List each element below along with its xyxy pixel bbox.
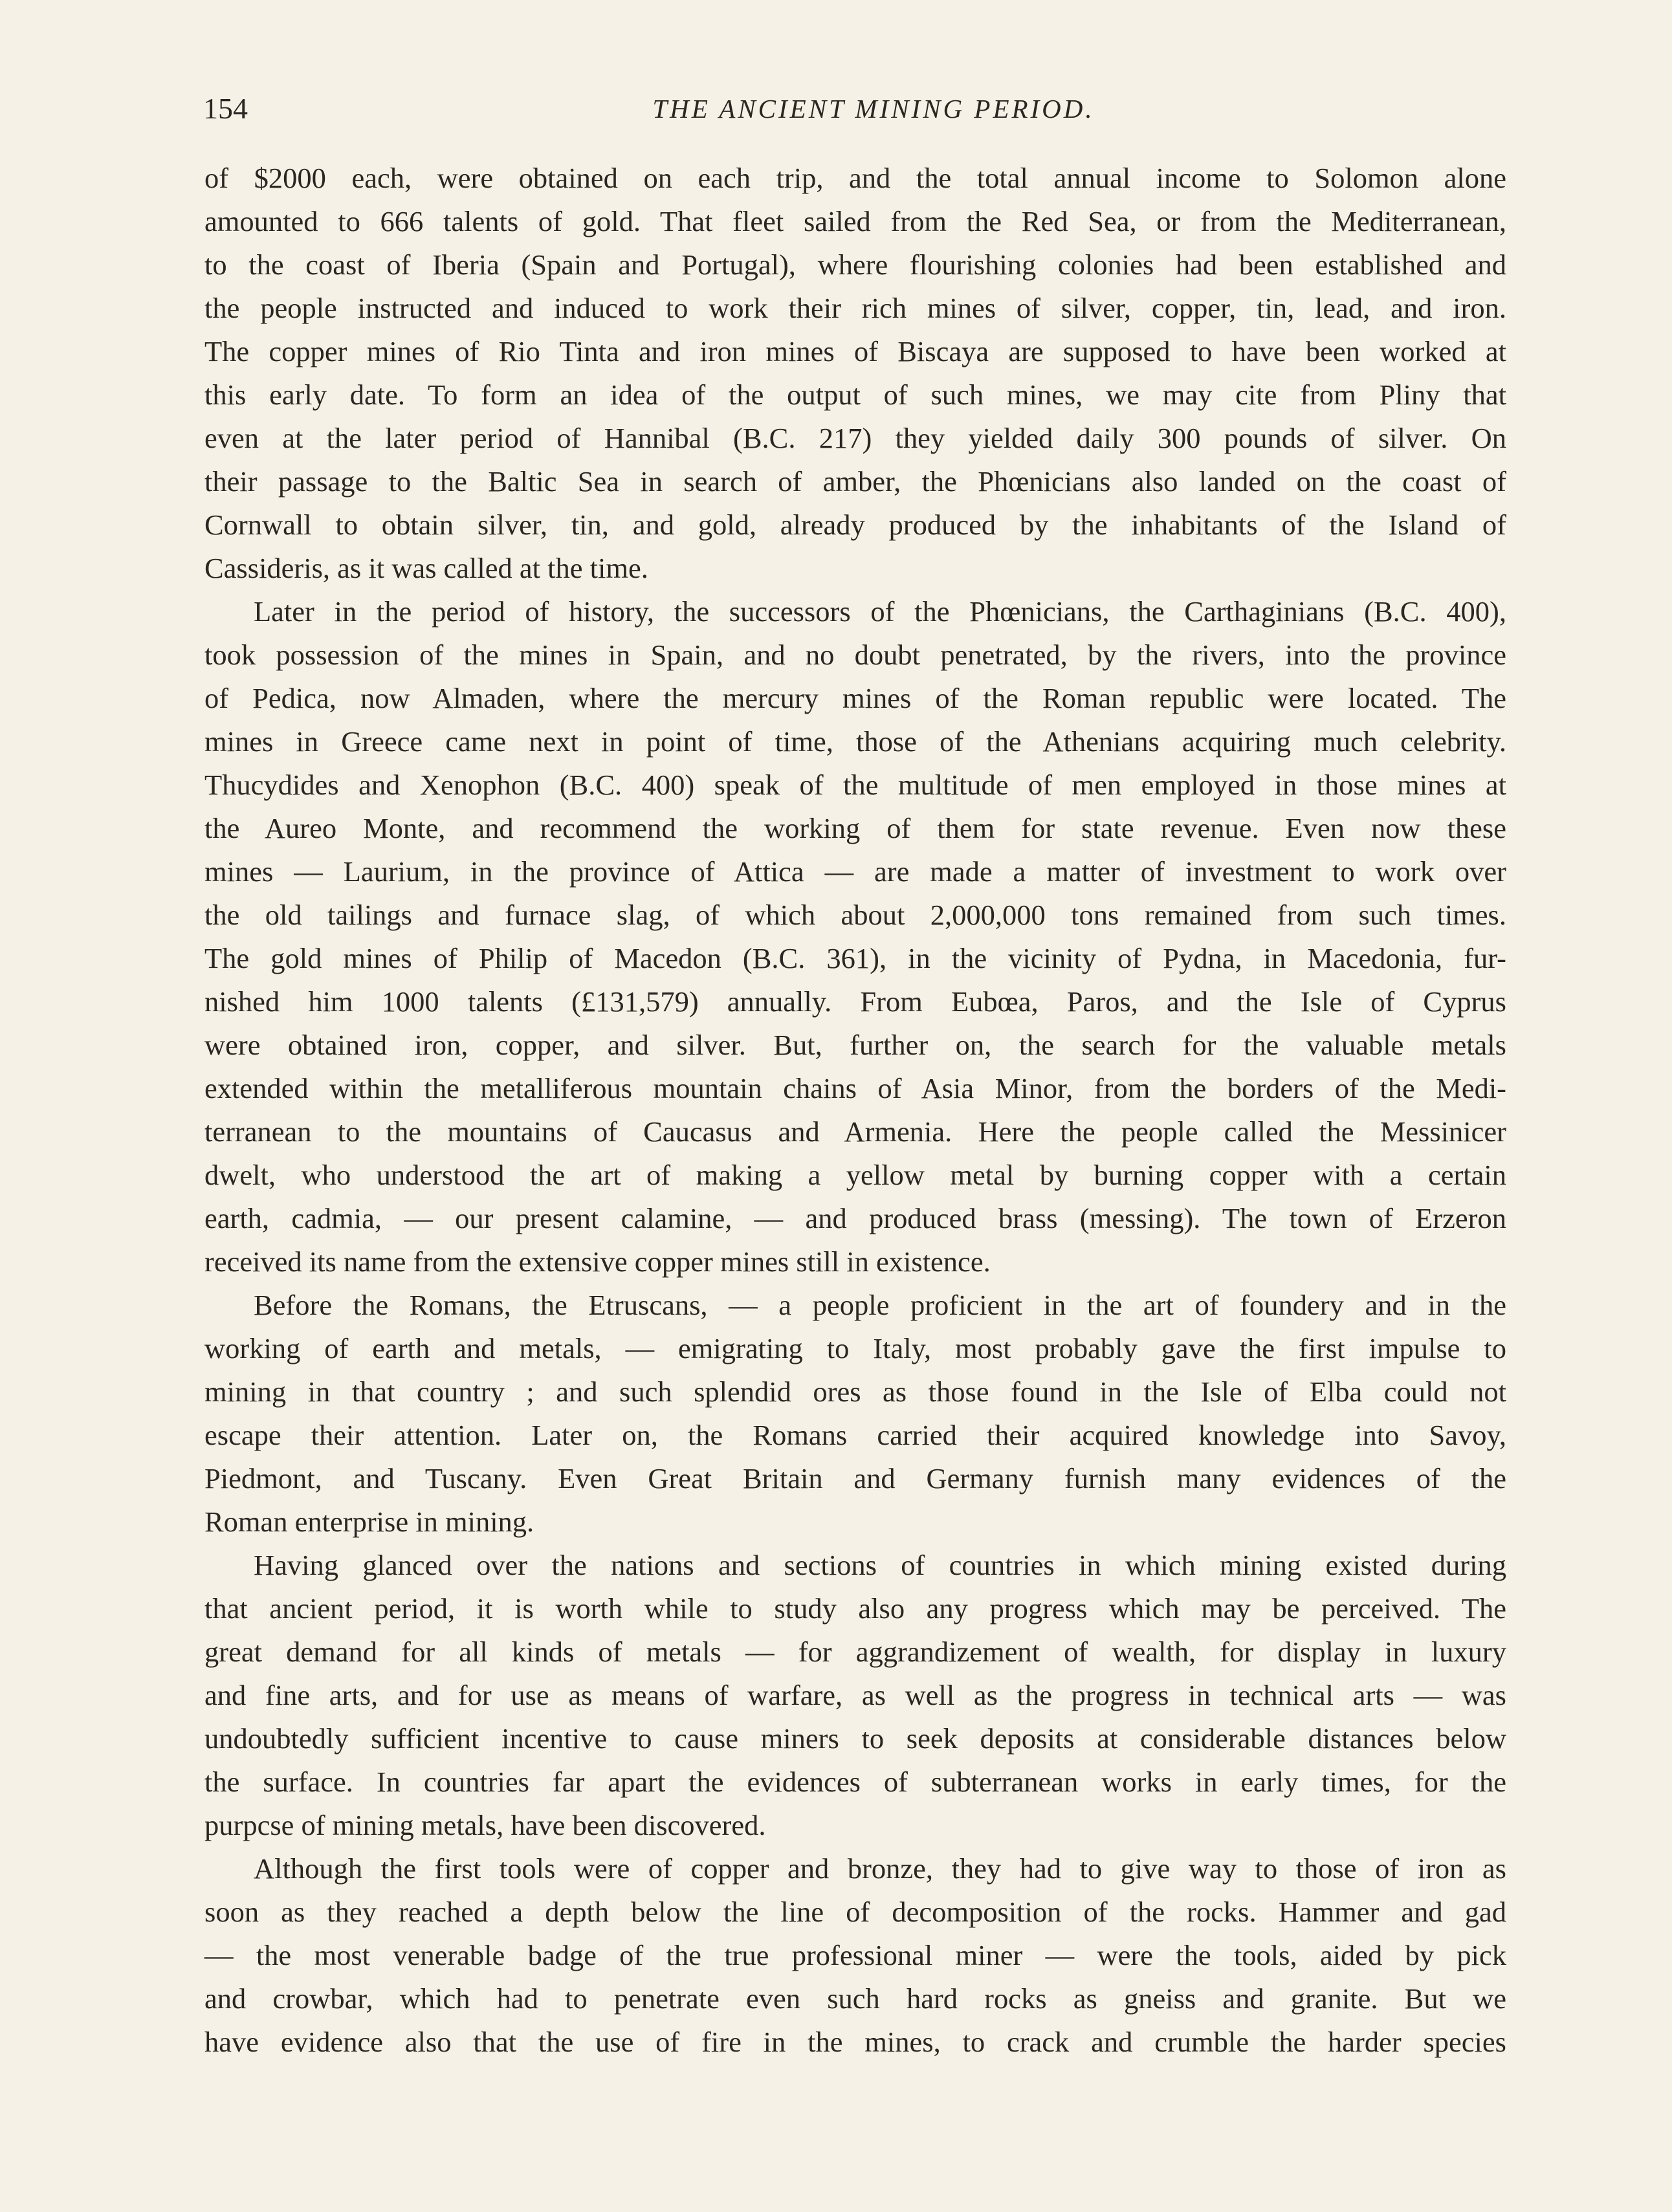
text-line: terranean to the mountains of Caucasus and Armenia. Here the people called the Messinicer [204,1115,1506,1148]
text-line: have evidence also that the use of fire in the mines, to crack and crumble the harder species [204,2026,1506,2058]
text-line: The copper mines of Rio Tinta and iron mines of Biscaya are supposed to have been worked at [204,335,1506,367]
text-line: The gold mines of Philip of Macedon (B.C. 361), in the vicinity of Pydna, in Macedonia, fur- [204,942,1506,974]
text-line: received its name from the extensive copper mines still in existence. [204,1245,991,1278]
text-line: mines — Laurium, in the province of Attica — are made a matter of investment to work over [204,855,1506,888]
text-line: the people instructed and induced to work their rich mines of silver, copper, tin, lead, and iron. [204,292,1506,324]
text-line: to the coast of Iberia (Spain and Portugal), where flourishing colonies had been established and [204,248,1506,281]
text-line: Piedmont, and Tuscany. Even Great Britain and Germany furnish many evidences of the [204,1462,1506,1495]
text-line: and crowbar, which had to penetrate even such hard rocks as gneiss and granite. But we [204,1982,1506,2015]
paragraph [204,590,1506,1284]
text-line: of Pedica, now Almaden, where the mercury mines of the Roman republic were located. The [204,682,1506,714]
text-line: that ancient period, it is worth while to study also any progress which may be perceived. The [204,1592,1506,1625]
text-line: their passage to the Baltic Sea in search of amber, the Phœnicians also landed on the coast of [204,465,1506,498]
paragraph [204,1847,1506,2064]
text-line: took possession of the mines in Spain, and no doubt penetrated, by the rivers, into the province [204,639,1506,671]
text-line: the Aureo Monte, and recommend the working of them for state revenue. Even now these [204,812,1506,844]
text-line: of $2000 each, were obtained on each trip, and the total annual income to Solomon alone [204,162,1506,194]
text-line: great demand for all kinds of metals — for aggrandizement of wealth, for display in luxury [204,1636,1506,1668]
text-line: escape their attention. Later on, the Romans carried their acquired knowledge into Savoy, [204,1419,1506,1451]
text-line: working of earth and metals, — emigrating to Italy, most probably gave the first impulse to [204,1332,1506,1364]
text-line: Cornwall to obtain silver, tin, and gold, already produced by the inhabitants of the Island of [204,509,1506,541]
text-line: — the most venerable badge of the true professional miner — were the tools, aided by pick [204,1939,1506,1971]
text-line: this early date. To form an idea of the output of such mines, we may cite from Pliny that [204,378,1506,411]
running-title: THE ANCIENT MINING PERIOD. [652,94,1095,124]
paragraph [204,1284,1506,1544]
text-line: Later in the period of history, the successors of the Phœnicians, the Carthaginians (B.C. 400), [254,595,1506,628]
text-line: Before the Romans, the Etruscans, — a people proficient in the art of foundery and in the [254,1289,1506,1321]
text-line: the old tailings and furnace slag, of which about 2,000,000 tons remained from such times. [204,899,1506,931]
text-line: amounted to 666 talents of gold. That fleet sailed from the Red Sea, or from the Mediterranean, [204,205,1506,237]
text-line: Roman enterprise in mining. [204,1506,534,1538]
text-line: the surface. In countries far apart the evidences of subterranean works in early times, for the [204,1766,1506,1798]
text-line: were obtained iron, copper, and silver. But, further on, the search for the valuable metals [204,1029,1506,1061]
text-line: mines in Greece came next in point of time, those of the Athenians acquiring much celebrity. [204,725,1506,758]
page-number: 154 [203,92,248,125]
text-line: earth, cadmia, — our present calamine, — and produced brass (messing). The town of Erzeron [204,1202,1506,1234]
paragraph [204,1544,1506,1847]
text-line: undoubtedly sufficient incentive to cause miners to seek deposits at considerable distances below [204,1722,1506,1755]
paragraph [204,157,1506,590]
text-line: purpcse of mining metals, have been discovered. [204,1809,766,1841]
text-line: and fine arts, and for use as means of warfare, as well as the progress in technical arts — was [204,1679,1506,1711]
text-line: Although the first tools were of copper and bronze, they had to give way to those of iron as [254,1852,1506,1885]
running-head [203,89,1505,128]
text-line: Thucydides and Xenophon (B.C. 400) speak of the multitude of men employed in those mines at [204,769,1506,801]
text-line: nished him 1000 talents (£131,579) annually. From Eubœa, Paros, and the Isle of Cyprus [204,985,1506,1018]
text-line: dwelt, who understood the art of making a yellow metal by burning copper with a certain [204,1159,1506,1191]
body-text [204,157,1506,2064]
text-line: mining in that country ; and such splendid ores as those found in the Isle of Elba could not [204,1375,1506,1408]
text-line: Having glanced over the nations and sections of countries in which mining existed during [254,1549,1506,1581]
text-line: soon as they reached a depth below the line of decomposition of the rocks. Hammer and gad [204,1896,1506,1928]
text-line: extended within the metalliferous mountain chains of Asia Minor, from the borders of the Medi- [204,1072,1506,1104]
text-line: Cassideris, as it was called at the time. [204,552,648,584]
text-line: even at the later period of Hannibal (B.C. 217) they yielded daily 300 pounds of silver. On [204,422,1506,454]
